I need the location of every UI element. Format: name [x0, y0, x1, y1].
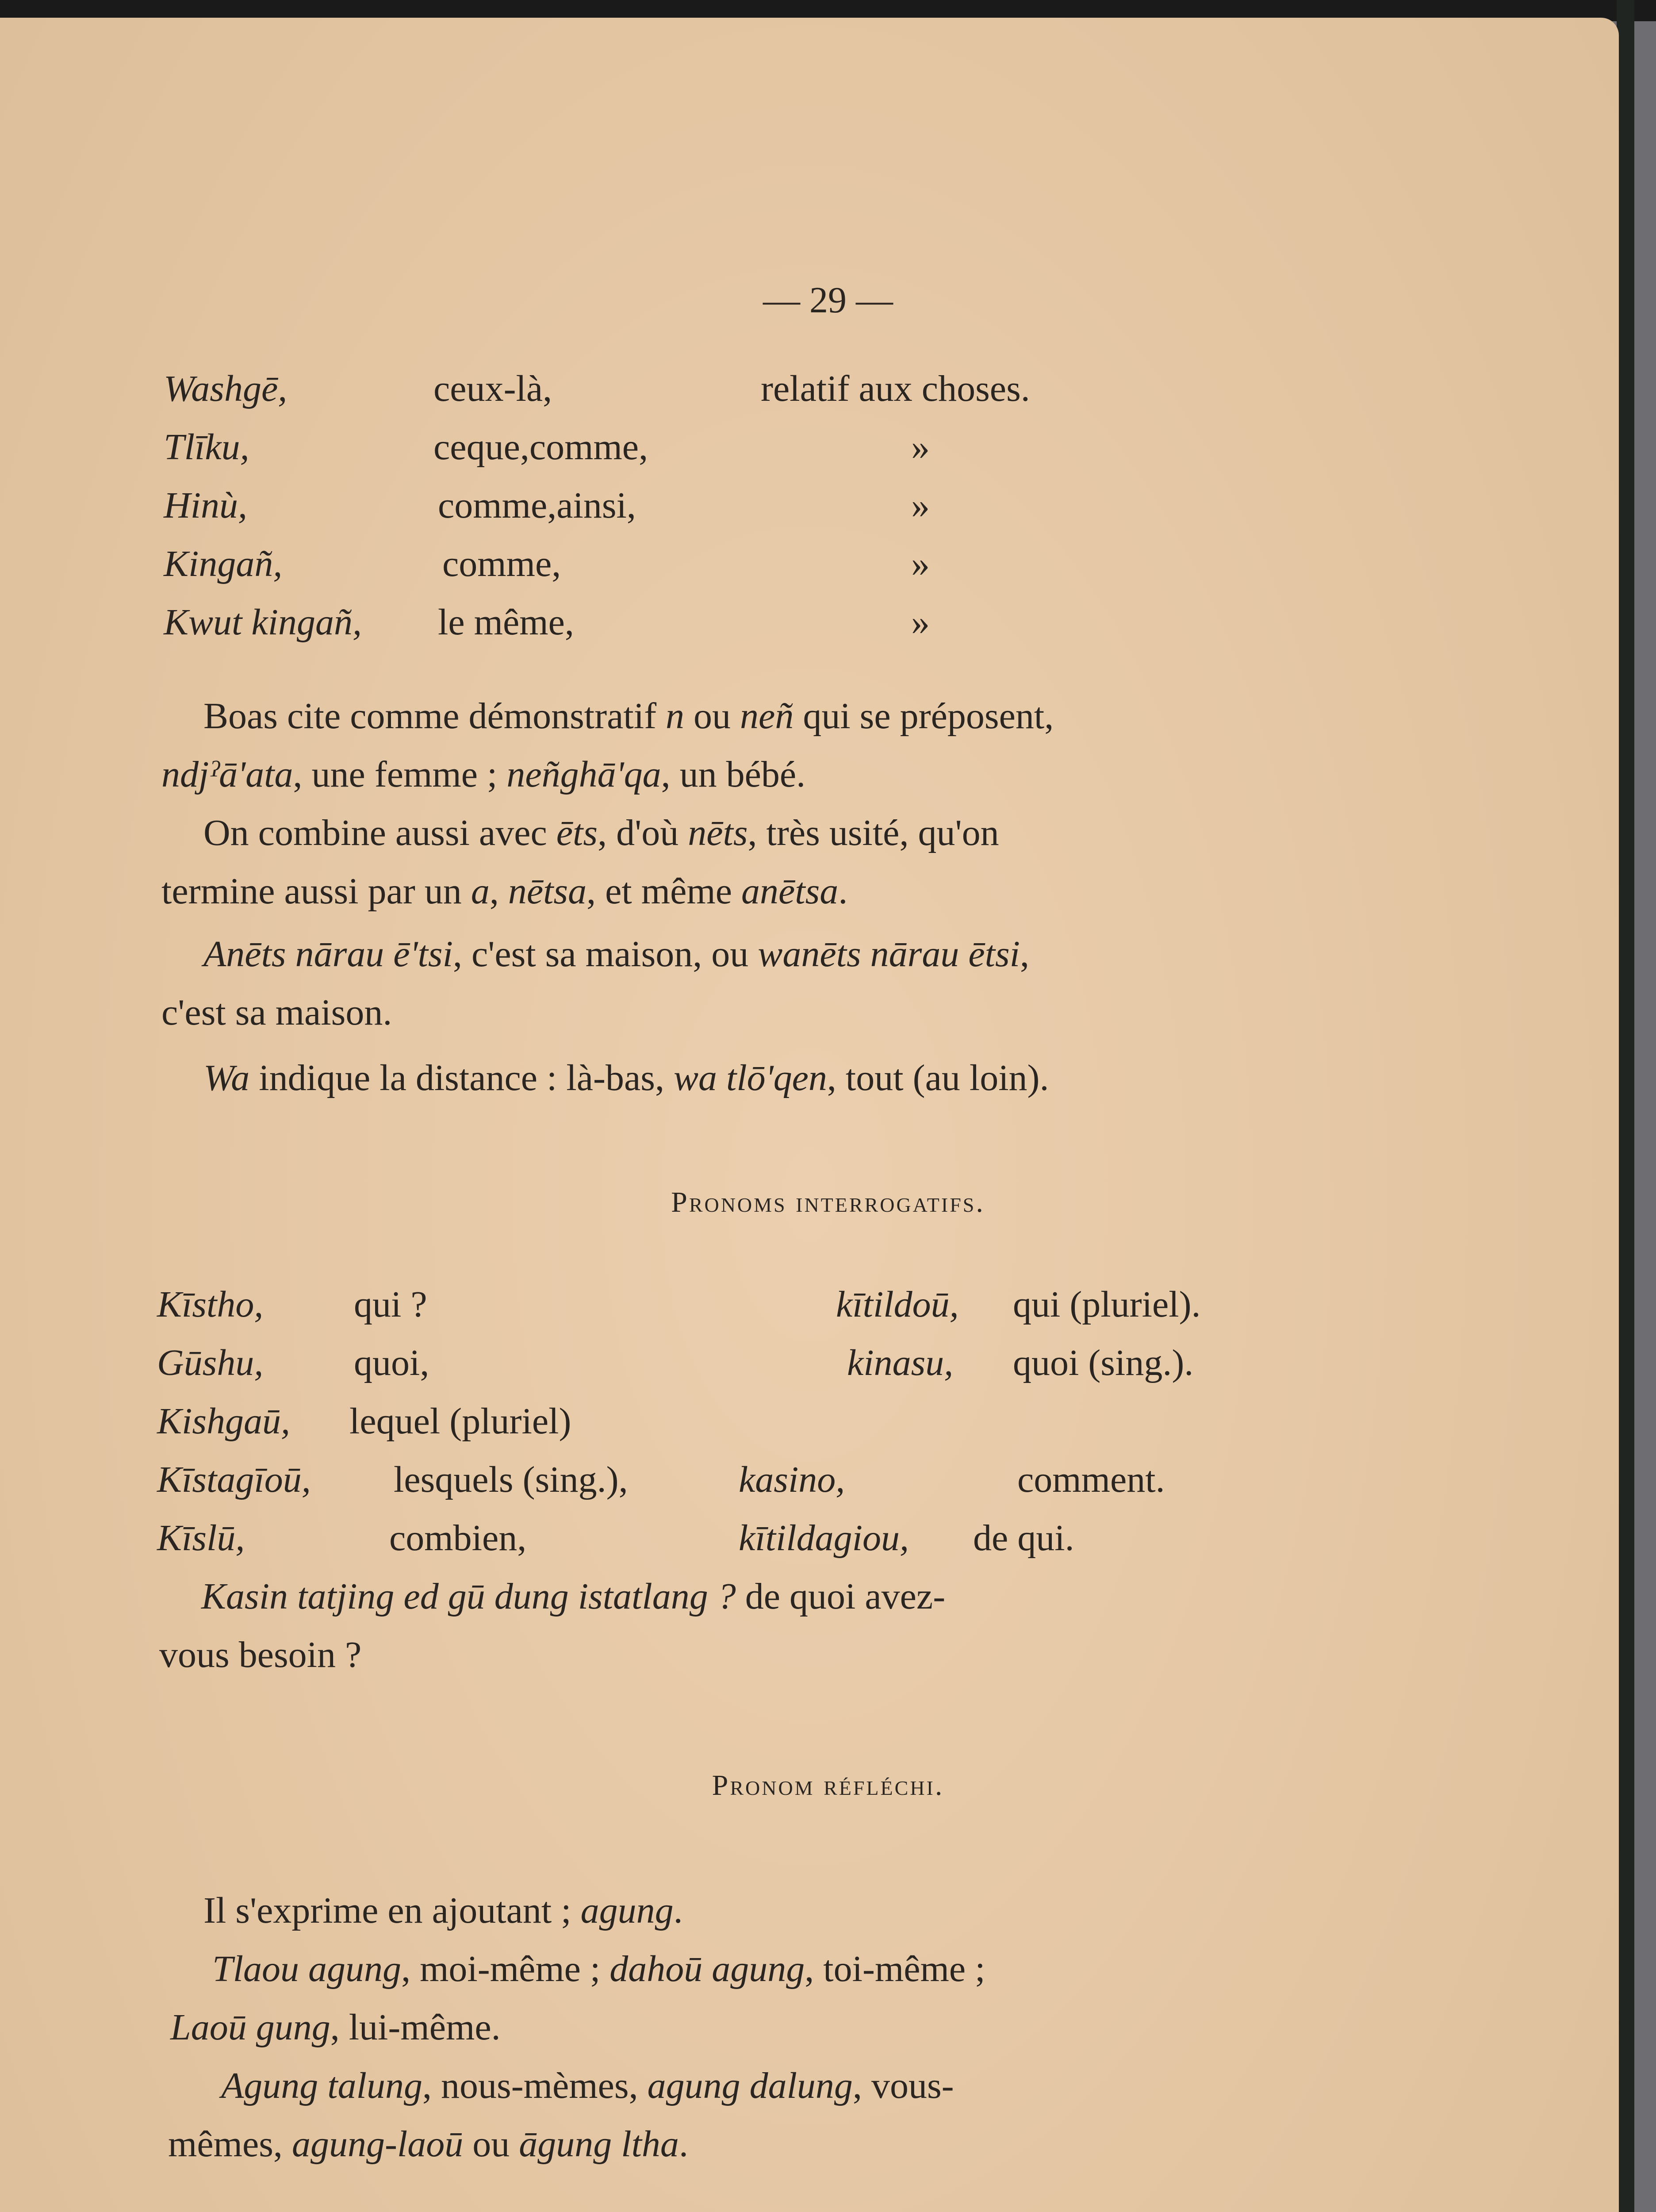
text: , c'est sa maison, ou	[452, 933, 758, 975]
text: c'est sa maison.	[161, 992, 392, 1033]
term: Laoū gung	[170, 2007, 330, 2048]
text: .	[838, 871, 848, 912]
text: , une femme ;	[293, 754, 507, 795]
text: ou	[684, 695, 740, 737]
paragraph-line	[161, 870, 847, 913]
term: Gūshu,	[157, 1342, 264, 1383]
meaning: qui (pluriel).	[1013, 1284, 1201, 1325]
term: Kwut kingañ,	[164, 602, 362, 643]
term: Anēts nārau ē'tsi	[203, 933, 453, 975]
meaning: comment.	[1017, 1459, 1165, 1500]
note: relatif aux choses.	[761, 368, 1030, 409]
note: »	[911, 485, 930, 526]
text: qui se préposent,	[794, 695, 1054, 737]
paragraph-line	[203, 811, 999, 854]
term: kasino,	[739, 1459, 845, 1500]
example-line	[201, 1575, 945, 1618]
meaning: quoi (sing.).	[1013, 1342, 1194, 1383]
text: ,	[489, 871, 508, 912]
term: agung-laoū	[291, 2124, 464, 2165]
term: dahoū agung	[610, 1948, 805, 1989]
term: āgung ltha	[519, 2124, 679, 2165]
text: ,	[1020, 933, 1029, 975]
text: termine aussi par un	[161, 871, 471, 912]
text: On combine aussi avec	[203, 812, 556, 853]
term: Kīstho,	[157, 1284, 264, 1325]
section-heading-reflechi: Pronom réfléchi.	[712, 1769, 944, 1801]
meaning: ceux-là,	[433, 368, 552, 409]
term: neñghā'qa	[506, 754, 661, 795]
paragraph-line	[221, 2064, 954, 2107]
term: Agung talung	[221, 2065, 422, 2106]
text: , nous-mèmes,	[422, 2065, 648, 2106]
text: .	[678, 2124, 688, 2165]
meaning: lesquels (sing.),	[394, 1459, 628, 1500]
book-binding-edge	[1617, 0, 1634, 2212]
text: Boas cite comme démonstratif	[203, 695, 666, 737]
note: »	[911, 426, 930, 468]
term: Wa	[203, 1057, 250, 1098]
term: ēts	[556, 812, 598, 853]
text: , un bébé.	[661, 754, 806, 795]
paragraph-line	[161, 991, 392, 1034]
text: indique la distance : là-bas,	[249, 1057, 674, 1098]
text: mêmes,	[168, 2124, 292, 2165]
paragraph-line	[168, 2123, 688, 2166]
section-heading-interrogatifs: Pronoms interrogatifs.	[671, 1186, 985, 1218]
text: , très usité, qu'on	[748, 812, 999, 853]
paragraph-line	[170, 2006, 501, 2049]
term: anētsa	[741, 871, 839, 912]
meaning: qui ?	[354, 1284, 427, 1325]
paragraph-line	[212, 1947, 985, 1990]
text: , tout (au loin).	[827, 1057, 1049, 1098]
term: kītildagiou,	[739, 1517, 909, 1559]
term: agung dalung	[647, 2065, 853, 2106]
meaning: comme,	[442, 543, 561, 584]
paragraph-line	[203, 933, 1029, 975]
term: neñ	[740, 695, 794, 737]
term: ndjˀā'ata	[161, 754, 293, 795]
meaning: le même,	[438, 602, 574, 643]
term: a	[471, 871, 490, 912]
term: wa tlō'qen	[673, 1057, 827, 1098]
text: , lui-même.	[330, 2007, 501, 2048]
term: Tlaou agung	[212, 1948, 402, 1989]
paragraph-line	[203, 1889, 683, 1932]
meaning: de qui.	[973, 1517, 1074, 1559]
paragraph-line	[203, 695, 1054, 737]
text: , moi-même ;	[401, 1948, 610, 1989]
meaning: ceque,comme,	[433, 426, 648, 468]
term: Hinù,	[164, 485, 247, 526]
text: , toi-même ;	[805, 1948, 985, 1989]
paragraph-line	[203, 1056, 1049, 1099]
term: Tlīku,	[164, 426, 249, 468]
term: nētsa	[508, 871, 587, 912]
text: ou	[463, 2124, 519, 2165]
text: vous besoin ?	[159, 1634, 362, 1675]
term: kītildoū,	[836, 1284, 959, 1325]
page-number: — 29 —	[763, 280, 893, 321]
term: Kingañ,	[164, 543, 283, 584]
text: .	[673, 1890, 683, 1931]
text: , vous-	[852, 2065, 954, 2106]
term: Kishgaū,	[157, 1401, 291, 1442]
term: agung	[580, 1890, 674, 1931]
text: de quoi avez-	[736, 1576, 946, 1617]
term: nēts	[688, 812, 748, 853]
meaning: comme,ainsi,	[438, 485, 636, 526]
term: Kīslū,	[157, 1517, 245, 1559]
term: kinasu,	[847, 1342, 954, 1383]
meaning: lequel (pluriel)	[349, 1401, 571, 1442]
text: Il s'exprime en ajoutant ;	[203, 1890, 581, 1931]
term: n	[666, 695, 685, 737]
meaning: quoi,	[354, 1342, 429, 1383]
note: »	[911, 602, 930, 643]
book-page	[0, 18, 1619, 2212]
term: Kasin tatjing ed gū dung istatlang ?	[201, 1576, 736, 1617]
term: wanēts nārau ētsi	[758, 933, 1020, 975]
term: Washgē,	[164, 368, 288, 409]
paragraph-line	[161, 753, 805, 796]
note: »	[911, 543, 930, 584]
meaning: combien,	[389, 1517, 527, 1559]
example-line	[159, 1633, 361, 1676]
text: , et même	[586, 871, 741, 912]
term: Kīstagīoū,	[157, 1459, 311, 1500]
text: , d'où	[598, 812, 688, 853]
